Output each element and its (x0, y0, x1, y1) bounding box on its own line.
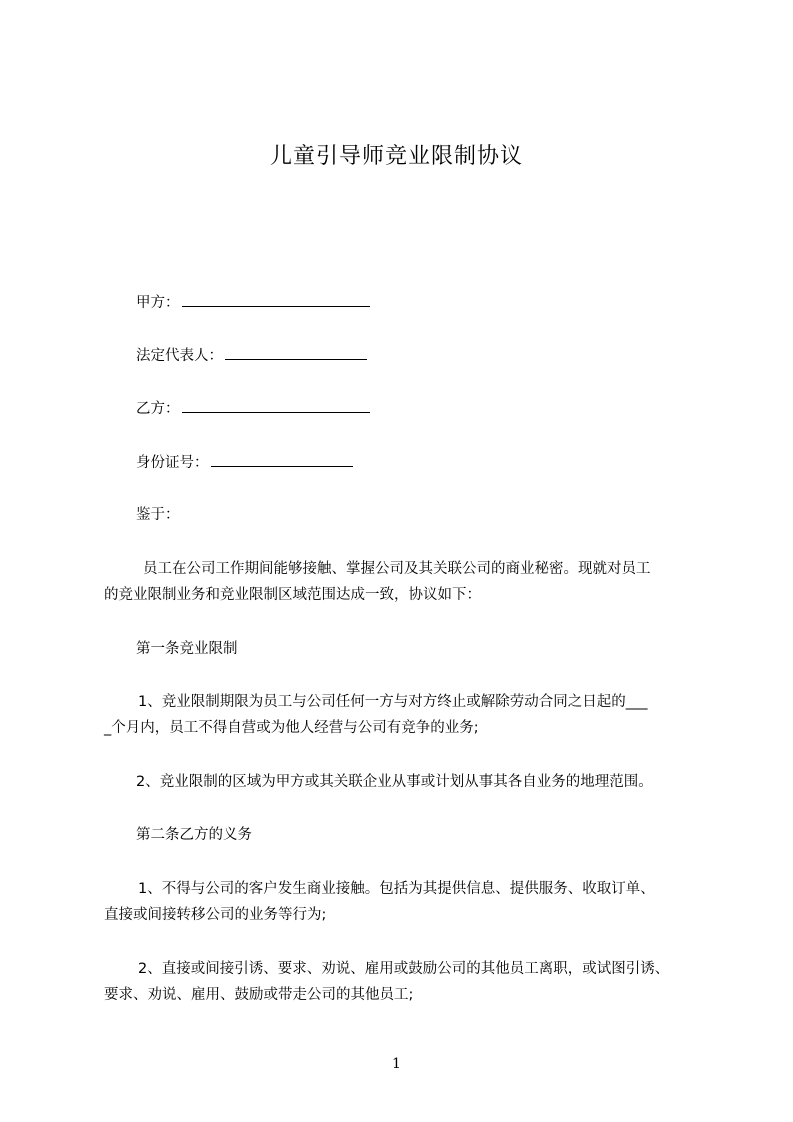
article-2-clause-1-line-2: 直接或间接转移公司的业务等行为; (104, 907, 327, 923)
article-2-clause-1-line-1: 1、不得与公司的客户发生商业接触。包括为其提供信息、提供服务、收取订单、 (138, 881, 655, 897)
party-b-blank[interactable] (182, 398, 370, 413)
intro-line-2: 的竞业限制业务和竞业限制区域范围达成一致，协议如下： (104, 587, 481, 603)
article-2-clause-2-line-1: 2、直接或间接引诱、要求、劝说、雇用或鼓励公司的其他员工离职，或试图引诱、 (138, 961, 670, 977)
article-2-clause-2-line-2: 要求、劝说、雇用、鼓励或带走公司的其他员工; (104, 987, 414, 1003)
party-b-label: 乙方： (136, 401, 180, 417)
article-1-clause-1-line-2: _个月内，员工不得自营或为他人经营与公司有竞争的业务; (104, 720, 479, 736)
legal-rep-label: 法定代表人： (136, 348, 223, 364)
page-number: 1 (392, 1056, 401, 1072)
legal-rep-blank[interactable] (225, 345, 367, 360)
legal-rep-field (136, 345, 367, 366)
party-b-field (136, 398, 370, 419)
party-a-label: 甲方： (136, 295, 180, 311)
article-1-clause-2: 2、竞业限制的区域为甲方或其关联企业从事或计划从事其各自业务的地理范围。 (136, 774, 653, 790)
id-number-field (136, 452, 353, 473)
id-number-blank[interactable] (211, 452, 353, 467)
whereas-label: 鉴于： (136, 507, 180, 523)
party-a-blank[interactable] (182, 292, 370, 307)
intro-line-1: 员工在公司工作期间能够接触、掌握公司及其关联公司的商业秘密。现就对员工 (143, 561, 651, 577)
party-a-field (136, 292, 370, 313)
id-number-label: 身份证号： (136, 455, 209, 471)
article-2-heading: 第二条乙方的义务 (136, 827, 252, 843)
article-1-clause-1-line-1: 1、竞业限制期限为员工与公司任何一方与对方终止或解除劳动合同之日起的___ (138, 694, 648, 710)
document-title: 儿童引导师竞业限制协议 (269, 144, 523, 169)
article-1-heading: 第一条竞业限制 (136, 641, 238, 657)
